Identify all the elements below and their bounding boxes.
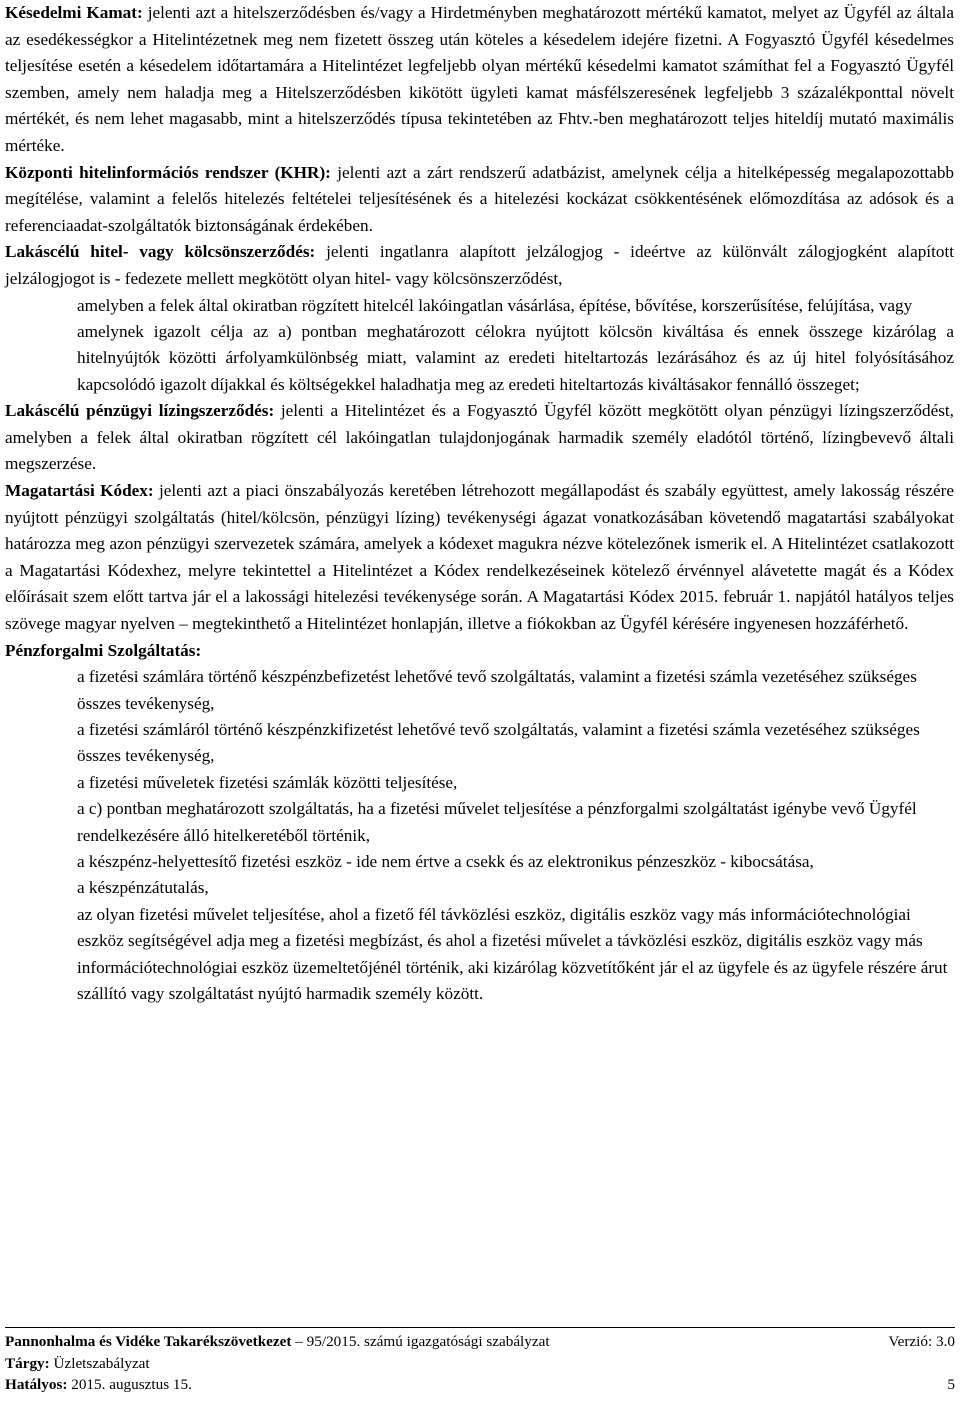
- definition-penzforgalmi-szolgaltatas: [5, 638, 954, 665]
- document-body: [5, 0, 954, 1007]
- definition-text: jelenti azt a zárt rendszerű adatbázist, amelynek célja a hitelképesség megalapozottabb megítélése, valamint a felelős hitelezés feltételei teljesítésének és a hitelezési kockázat csökkentésének előmozdítása az adósok és a referenciaadat-szolgáltatók biztonságának érdekében.: [5, 162, 955, 235]
- footer-line-effective: [5, 1374, 955, 1396]
- definition-term: Magatartási Kódex:: [5, 480, 154, 500]
- definition-term: Pénzforgalmi Szolgáltatás:: [5, 640, 202, 660]
- footer-line-subject: [5, 1353, 955, 1375]
- page-number: 5: [947, 1376, 955, 1394]
- definition-magatartasi-kodex: [5, 478, 954, 638]
- definition-term: Késedelmi Kamat:: [5, 3, 143, 22]
- footer-effective-label: Hatályos:: [5, 1376, 68, 1394]
- list-item: a fizetési számláról történő készpénzkifizetést lehetővé tevő szolgáltatás, valamint a fizetési számla vezetéséhez szükséges összes tevékenység,: [77, 719, 920, 766]
- footer-version-value: 3.0: [936, 1333, 955, 1350]
- list-item: az olyan fizetési művelet teljesítése, ahol a fizető fél távközlési eszköz, digitális eszköz vagy más információtechnológiai eszköz segítségével adja meg a fizetési megbízást, és ahol a fizetési művelet a távközlési eszköz, digitális eszköz vagy más információtechnológiai eszköz üzemeltetőjénél történik, aki kizárólag közvetítőként jár el az ügyfele és az ügyfele részére árut szállító vagy szolgáltatást nyújtó harmadik személy között.: [77, 904, 948, 1003]
- service-list: [77, 664, 954, 1007]
- footer-subject: Üzletszabályzat: [53, 1354, 150, 1372]
- list-item: amelyben a felek által okiratban rögzített hitelcél lakóingatlan vásárlása, építése, bővítése, korszerűsítése, felújítása, vagy: [77, 295, 913, 315]
- list-item: a készpénz-helyettesítő fizetési eszköz - ide nem értve a csekk és az elektronikus pénzeszköz - kibocsátása,: [77, 851, 814, 871]
- definition-text: jelenti a Hitelintézet és a Fogyasztó Ügyfél között megkötött olyan pénzügyi lízingszerződést, amelyben a felek által okiratban rögzített cél lakóingatlan tulajdonjogának harmadik személy eladótól történő, lízingbevevő általi megszerzése.: [5, 401, 954, 474]
- list-item: amelynek igazolt célja az a) pontban meghatározott célokra nyújtott kölcsön kiváltása és ennek összege kizárólag a hitelnyújtók közötti árfolyamkülönbség miatt, valamint az eredeti hiteltartozás lezárásához és az új hitel folyósításához kapcsolódó igazolt díjakkal és költségekkel haladhatja meg az eredeti hiteltartozás kiváltásakor fennálló összeget;: [77, 321, 954, 394]
- footer-version-label: Verzió:: [888, 1333, 933, 1350]
- definition-lakascelu-lizing: [5, 398, 954, 478]
- footer-line-org: [5, 1331, 955, 1353]
- definition-khr: [5, 160, 954, 240]
- page-footer: [5, 1327, 955, 1396]
- footer-version: [888, 1331, 955, 1353]
- footer-regulation: – 95/2015. számú igazgatósági szabályzat: [295, 1333, 550, 1350]
- list-item: a fizetési számlára történő készpénzbefizetést lehetővé tevő szolgáltatás, valamint a fizetési számla vezetéséhez szükséges összes tevékenység,: [77, 667, 917, 713]
- footer-effective: 2015. augusztus 15.: [71, 1376, 192, 1394]
- definition-text: jelenti azt a piaci önszabályozás keretében létrehozott megállapodást és szabály együttest, amely lakosság részére nyújtott pénzügyi szolgáltatás (hitel/kölcsön, pénzügyi lízing) tevékenységi ágazat vonatkozásában követendő magatartási szabályokat határozza meg azon pénzügyi szervezetek számára, amelyek a kódexet magukra nézve kötelezőnek ismerik el. A Hitelintézet csatlakozott a Magatartási Kódexhez, melyre tekintettel a Hitelintézet a Kódex rendelkezéseinek kötelező érvénnyel alávetette magát és a Kódex előírásait szem előtt tartva jár el a lakossági hitelezési tevékenysége során. A Magatartási Kódex 2015. február 1. napjától hatályos teljes szövege magyar nyelven – megtekinthető a Hitelintézet honlapján, illetve a fiókokban az Ügyfél kérésére ingyenesen hozzáférhető.: [5, 480, 954, 633]
- list-item: a c) pontban meghatározott szolgáltatás, ha a fizetési művelet teljesítése a pénzforgalmi szolgáltatást igénybe vevő Ügyfél rendelkezésére álló hitelkeretéből történik,: [77, 799, 917, 845]
- definition-kesedelmi-kamat: [5, 0, 954, 160]
- list-item: a készpénzátutalás,: [77, 878, 209, 898]
- definition-term: Lakáscélú pénzügyi lízingszerződés:: [5, 401, 275, 421]
- definition-text: jelenti ingatlanra alapított jelzálogjog - ideértve az különvált zálogjogként alapított jelzálogjogot is - fedezete mellett megkötött olyan hitel- vagy kölcsönszerződést,: [5, 242, 955, 288]
- definition-term: Lakáscélú hitel- vagy kölcsönszerződés:: [5, 242, 316, 262]
- list-item: a fizetési műveletek fizetési számlák közötti teljesítése,: [77, 772, 458, 792]
- definition-lakascelu-hitel: [5, 239, 954, 292]
- definition-term: Központi hitelinformációs rendszer (KHR):: [5, 162, 331, 182]
- definition-text: jelenti azt a hitelszerződésben és/vagy a Hirdetményben meghatározott mértékű kamatot, melyet az Ügyfél az általa az esedékességkor a Hitelintézetnek meg nem fizetett összeg után köteles a késedelem idejére fizetni. A Fogyasztó Ügyfél késedelmes teljesítése esetén a késedelem időtartamára a Hitelintézet legfeljebb olyan mértékű késedelmi kamatot számíthat fel a Fogyasztó Ügyfél szemben, amely nem haladja meg a Hitelszerződésben kikötött ügyleti kamat másfélszeresének legfeljebb 3 százalékponttal növelt mértékét, és nem lehet magasabb, mint a hitelszerződés típusa tekintetében az Fhtv.-ben meghatározott teljes hiteldíj mutató maximális mértéke.: [5, 3, 955, 155]
- footer-subject-label: Tárgy:: [5, 1354, 50, 1372]
- footer-org: Pannonhalma és Vidéke Takarékszövetkezet: [5, 1333, 292, 1350]
